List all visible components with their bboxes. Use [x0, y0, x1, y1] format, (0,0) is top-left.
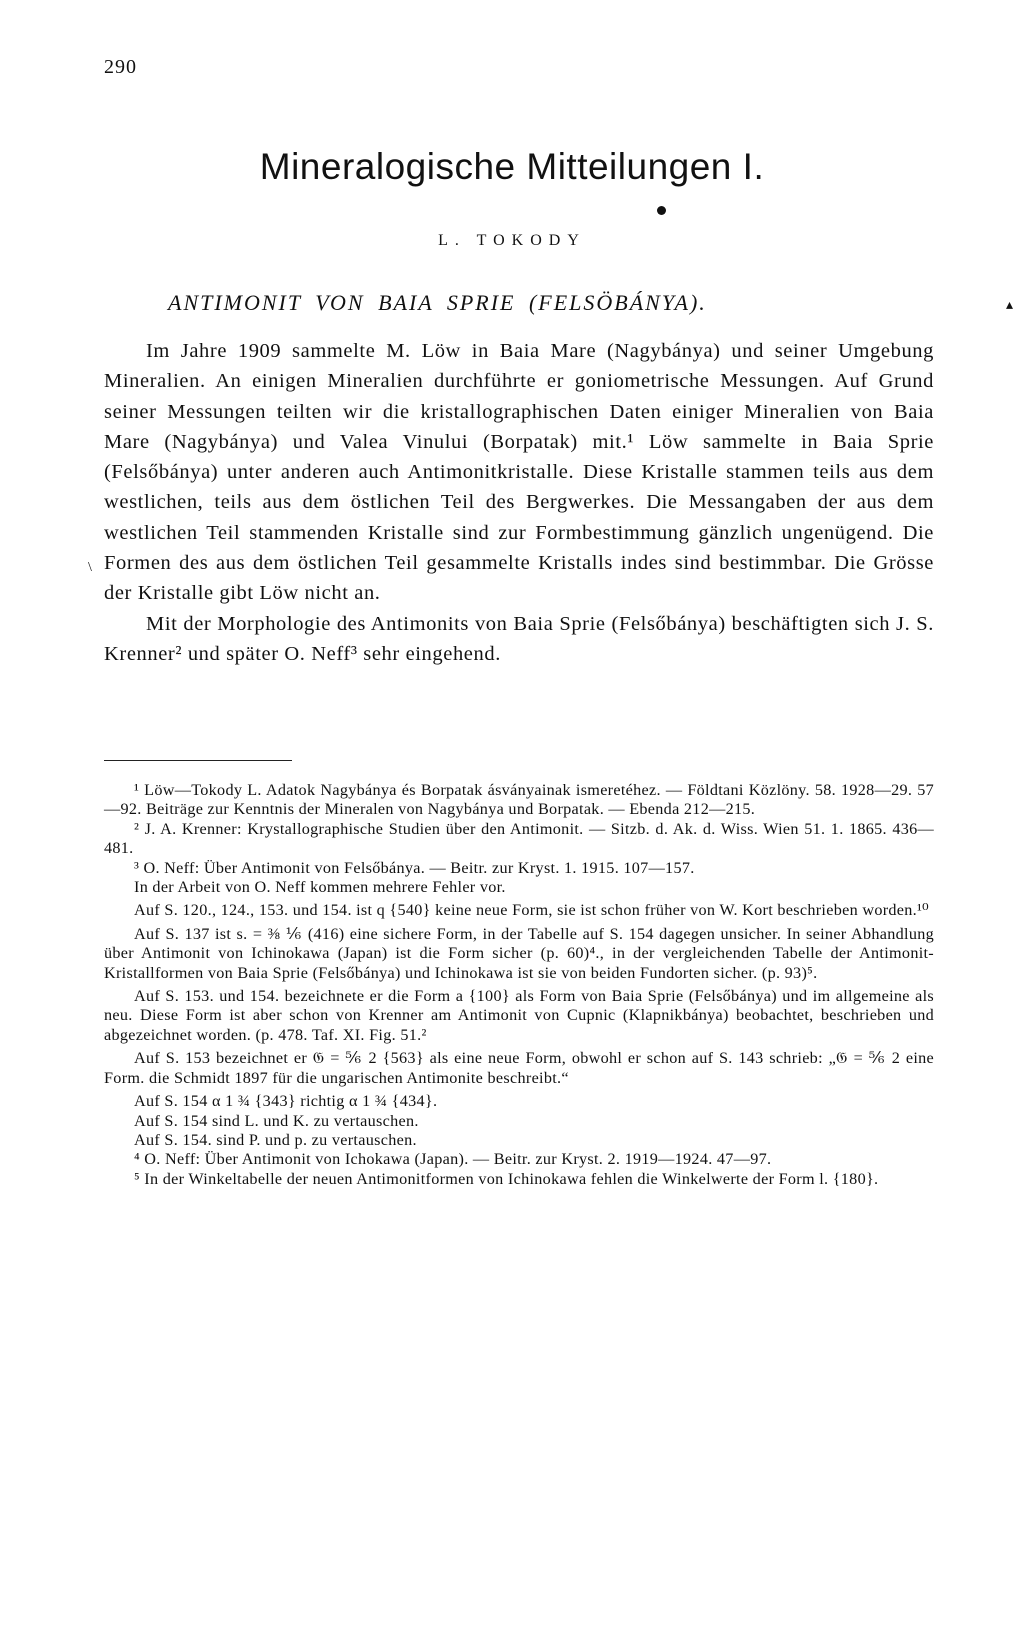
footnote: ¹ Löw—Tokody L. Adatok Nagybánya és Borpatak ásványainak ismeretéhez. — Földtani Közlöny. 58. 1928—29. 57—92. Beiträge zur Kenntnis der Mineralen von Nagybánya und Borpatak. — Ebenda 212—215. — [104, 781, 934, 819]
footnote: ² J. A. Krenner: Krystallographische Studien über den Antimonit. — Sitzb. d. Ak. d. Wiss. Wien 51. 1. 1865. 436—481. — [104, 819, 934, 858]
footnote-paragraph: Auf S. 153. und 154. bezeichnete er die Form a {100} als Form von Baia Sprie (Felsőbánya) und im allgemeine als neu. Diese Form ist aber schon von Krenner am Antimonit von Cupnic (Klapnikbánya) beobachtet, beschrieben und abgezeichnet worden. (p. 478. Taf. XI. Fig. 51.² — [104, 987, 934, 1044]
footnote-paragraph: Auf S. 137 ist s. = ⅜ ⅙ (416) eine sichere Form, in der Tabelle auf S. 154 dagegen unsicher. In seiner Abhandlung über Antimonit von Ichinokawa (Japan) ist die Form sicher (p. 60)⁴., in der vergleichenden Tabelle der Antimonit-Kristallformen von Baia Sprie (Felsőbánya) und Ichinokawa ist sie von beiden Fundorten sicher. (p. 93)⁵. — [104, 924, 934, 982]
paragraph: Mit der Morphologie des Antimonits von Baia Sprie (Felsőbánya) beschäftigten sich J. S. Krenner² und später O. Neff³ sehr eingehend. — [104, 612, 934, 665]
ink-dot — [657, 206, 666, 215]
footnote: ⁴ O. Neff: Über Antimonit von Ichokawa (Japan). — Beitr. zur Kryst. 2. 1919—1924. 47—97. — [134, 1150, 772, 1169]
body-text — [104, 336, 934, 669]
footnote: ⁵ In der Winkeltabelle der neuen Antimonitformen von Ichinokawa fehlen die Winkelwerte der Form l. {180}. — [134, 1169, 879, 1188]
footnote-divider — [104, 760, 292, 761]
footnote-paragraph: Auf S. 154 α 1 ¾ {343} richtig α 1 ¾ {434}. — [134, 1092, 438, 1111]
footnote-paragraph: In der Arbeit von O. Neff kommen mehrere Fehler vor. — [134, 878, 506, 897]
footnotes — [104, 781, 934, 1189]
article-title: Mineralogische Mitteilungen I. — [259, 146, 765, 187]
footnote-paragraph: Auf S. 153 bezeichnet er 𝔊 = ⅚ 2 {563} als eine neue Form, obwohl er schon auf S. 143 schrieb: „𝔊 = ⅚ 2 eine Form. die Schmidt 1897 für die ungarischen Antimonite beschreibt.“ — [104, 1049, 934, 1087]
paragraph: Im Jahre 1909 sammelte M. Löw in Baia Mare (Nagybánya) und seiner Umgebung Mineralien. An einigen Mineralien durchführte er goniometrische Messungen. Auf Grund seiner Messungen teilten wir die kristallographischen Daten einiger Mineralien von Baia Mare (Nagybánya) und Valea Vinului (Borpatak) mit.¹ Löw sammelte in Baia Sprie (Felsőbánya) unter anderen auch Antimonitkristalle. Diese Kristalle stammen teils aus dem westlichen, teils aus dem östlichen Teil des Bergwerkes. Die Messangaben der aus dem westlichen Teil stammenden Kristalle sind zur Formbestimmung gänzlich ungenügend. Die Formen des aus dem östlichen Teil gesammelte Kristalls indes sind bestimmbar. Die Grösse der Kristalle gibt Löw nicht an. — [104, 340, 934, 605]
footnote-paragraph: Auf S. 154 sind L. und K. zu vertauschen. — [134, 1111, 419, 1130]
margin-mark: ▴ — [1006, 298, 1014, 313]
page-number: 290 — [104, 56, 137, 78]
margin-mark: \ — [88, 560, 92, 575]
footnote-paragraph: Auf S. 120., 124., 153. und 154. ist q {540} keine neue Form, sie ist schon früher von W. Kort beschrieben worden.¹⁰ — [134, 901, 929, 920]
section-heading: ANTIMONIT VON BAIA SPRIE (FELSÖBÁNYA). — [168, 290, 707, 315]
footnote: ³ O. Neff: Über Antimonit von Felsőbánya. — Beitr. zur Kryst. 1. 1915. 107—157. — [134, 858, 695, 877]
author-name: L. TOKODY — [438, 232, 586, 249]
footnote-paragraph: Auf S. 154. sind P. und p. zu vertauschen. — [134, 1130, 417, 1149]
